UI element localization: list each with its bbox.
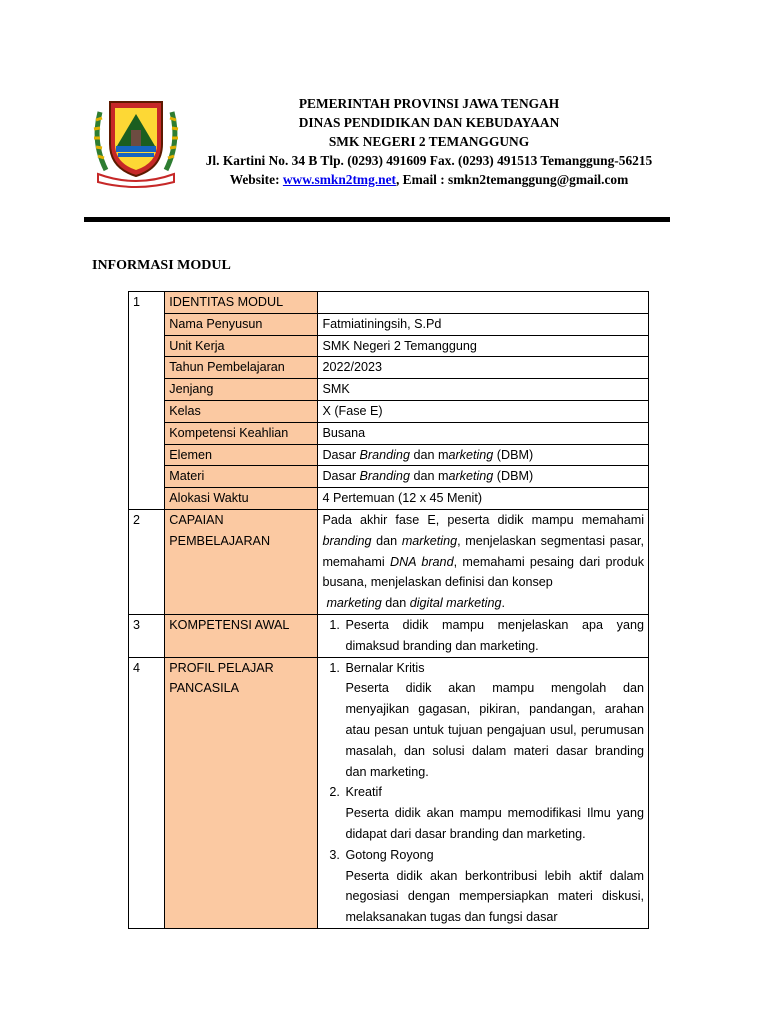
table-row	[129, 444, 649, 466]
table-row	[129, 422, 649, 444]
website-link[interactable]: www.smkn2tmg.net	[282, 172, 396, 187]
text: dan	[371, 533, 402, 548]
table-row	[129, 357, 649, 379]
row-label: CAPAIAN PEMBELAJARAN	[165, 509, 318, 614]
list-item	[343, 658, 644, 783]
list-item: 1. Peserta didik mampu menjelaskan apa yang dimaksud branding dan marketing.	[343, 615, 644, 657]
kompetensi-list	[322, 615, 644, 657]
value-italic: Branding	[359, 447, 410, 462]
row-value: X (Fase E)	[318, 400, 649, 422]
italic: DNA brand	[389, 554, 454, 569]
row-label: Materi	[165, 466, 318, 488]
table-row	[129, 657, 649, 928]
table-row	[129, 400, 649, 422]
text: , menjelaskan segmentasi pasar, memahami	[322, 533, 644, 569]
letterhead-line-1: PEMERINTAH PROVINSI JAWA TENGAH	[298, 96, 560, 111]
table-row	[129, 614, 649, 657]
row-label: Unit Kerja	[165, 335, 318, 357]
row-value	[318, 657, 649, 928]
table-row	[129, 379, 649, 401]
province-coat-of-arms-logo	[90, 92, 182, 188]
row-value: SMK	[318, 379, 649, 401]
profil-title: 3. Gotong Royong	[345, 847, 434, 862]
row-label: PROFIL PELAJAR PANCASILA	[165, 657, 318, 928]
row-value: Busana	[318, 422, 649, 444]
row-value	[318, 292, 649, 314]
profil-desc: Peserta didik akan mampu memodifikasi Ilmu yang didapat dari dasar branding dan marketing.	[345, 806, 644, 841]
row-number: 2	[129, 509, 165, 614]
email-text: , Email : smkn2temanggung@gmail.com	[395, 172, 629, 187]
header-divider	[84, 217, 670, 222]
address-text: Jl. Kartini No. 34 B Tlp. (0293) 491609 Fax. (0293) 491513 Temanggung-56215 Website:	[205, 153, 653, 187]
row-value	[318, 444, 649, 466]
value-italic: Branding	[359, 469, 410, 484]
row-label: Elemen	[165, 444, 318, 466]
row-value: SMK Negeri 2 Temanggung	[318, 335, 649, 357]
text: , memahami pesaing dari produk busana, menjelaskan definisi dan konsep	[322, 554, 644, 590]
row-value: Fatmiatiningsih, S.Pd	[318, 313, 649, 335]
row-value: 4 Pertemuan (12 x 45 Menit)	[318, 488, 649, 510]
value-italic: arketing	[448, 447, 494, 462]
capaian-text	[318, 509, 649, 614]
italic: digital marketing	[409, 596, 502, 611]
row-value	[318, 466, 649, 488]
text: Pada akhir fase E, peserta didik mampu memahami	[322, 512, 644, 527]
value-text: Dasar	[322, 469, 360, 484]
module-info-table	[128, 291, 649, 929]
row-number: 4	[129, 657, 165, 928]
value-text: dan m	[409, 469, 449, 484]
row-label: Alokasi Waktu	[165, 488, 318, 510]
table-row	[129, 335, 649, 357]
row-label: KOMPETENSI AWAL	[165, 614, 318, 657]
letterhead-address	[190, 151, 668, 189]
italic: marketing	[326, 596, 382, 611]
text: .	[501, 596, 505, 611]
row-label: Kompetensi Keahlian	[165, 422, 318, 444]
row-label: Kelas	[165, 400, 318, 422]
value-text: Dasar	[322, 447, 360, 462]
row-number: 3	[129, 614, 165, 657]
profil-title: 2. Kreatif	[345, 785, 382, 800]
row-label: Nama Penyusun	[165, 313, 318, 335]
letterhead-line-2: DINAS PENDIDIKAN DAN KEBUDAYAAN	[298, 115, 560, 130]
row-label: Jenjang	[165, 379, 318, 401]
row-number: 1	[129, 292, 165, 510]
value-text: (DBM)	[493, 447, 534, 462]
profil-desc: Peserta didik akan berkontribusi lebih aktif dalam negosiasi dengan mempersiapkan materi diskusi, melaksanakan tugas dan fungsi dasar	[345, 868, 644, 925]
table-row	[129, 509, 649, 614]
table-row	[129, 488, 649, 510]
profil-title: 1. Bernalar Kritis	[345, 660, 425, 675]
text: dan	[381, 596, 410, 611]
list-item	[343, 782, 644, 844]
value-text: dan m	[409, 447, 449, 462]
row-value	[318, 614, 649, 657]
letterhead	[190, 94, 668, 189]
profil-list	[322, 658, 644, 928]
section-title: INFORMASI MODUL	[92, 258, 231, 273]
row-value: 2022/2023	[318, 357, 649, 379]
value-text: (DBM)	[493, 469, 534, 484]
row-label: IDENTITAS MODUL	[165, 292, 318, 314]
table-row	[129, 466, 649, 488]
table-row	[129, 292, 649, 314]
value-italic: arketing	[448, 469, 494, 484]
profil-desc: Peserta didik akan mampu mengolah dan menyajikan gagasan, pikiran, pandangan, arahan atau pesan untuk tujuan pengajuan usul, perumusan masalah, dan solusi dalam materi dasar branding dan marketing.	[345, 681, 644, 779]
table-row	[129, 313, 649, 335]
italic: marketing	[401, 533, 458, 548]
row-label: Tahun Pembelajaran	[165, 357, 318, 379]
list-item	[343, 845, 644, 928]
italic: branding	[322, 533, 372, 548]
letterhead-line-3: SMK NEGERI 2 TEMANGGUNG	[328, 134, 530, 149]
